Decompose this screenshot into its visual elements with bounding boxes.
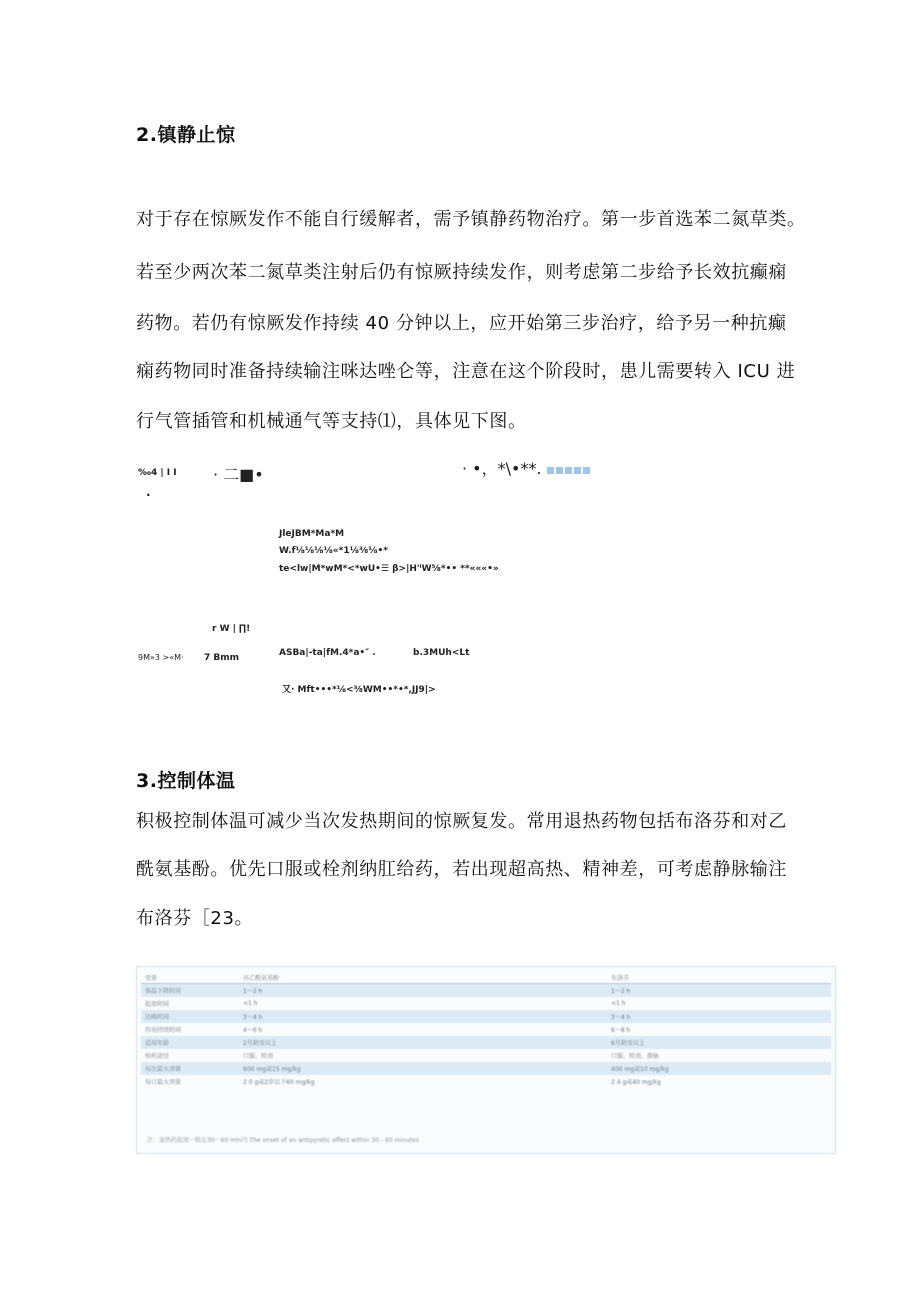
table-header-cell: 布洛芬 — [607, 971, 831, 984]
table-row — [141, 997, 831, 1010]
table-cell: 2月龄及以上 — [239, 1036, 607, 1049]
table-cell: 1～2 h — [607, 984, 831, 998]
table-header-row — [141, 971, 831, 984]
table-row — [141, 984, 831, 998]
table-row — [141, 1049, 831, 1062]
figure-label-left: ‰4 | I I — [138, 468, 177, 478]
figure-label-right — [462, 456, 592, 479]
table-cell: 6～8 h — [611, 1027, 631, 1034]
table-row — [141, 1075, 831, 1088]
figure-block3: 又· Mft•••*⅛<⅜WM••*•*,JJ9|> — [282, 685, 436, 695]
figure-block1-line2: W.f⅛⅛⅛⅛«*1⅛⅜⅛•* — [279, 546, 388, 556]
table-cell: 给药途径 — [145, 1053, 170, 1060]
table-cell: 达峰时间 — [141, 1010, 239, 1023]
table-cell: 体温下降时间 — [141, 984, 239, 998]
table-cell: 起效时间 — [145, 1001, 170, 1008]
drug-table — [141, 971, 831, 1088]
figure-block1-line3: te<lw|M*wM*<*wU•☰ β>|H'ⁱW⅝*•• **«««•» — [279, 564, 499, 574]
table-cell: 2.4 g或40 mg/kg — [611, 1079, 661, 1086]
paragraph-line: 对于存在惊厥发作不能自行缓解者，需予镇静药物治疗。第一步首选苯二氮草类。 — [136, 209, 806, 230]
table-cell: 口服、栓剂 — [243, 1053, 274, 1060]
blue-squares-icon — [547, 459, 592, 478]
paragraph-line: 酰氨基酚。优先口服或栓剂纳肛给药，若出现超高热、精神差，可考虑静脉输注 — [136, 859, 787, 880]
table-cell: 3～4 h — [607, 1010, 831, 1023]
figure-label-mid: · 二■• — [213, 465, 264, 484]
table-cell: 600 mg或15 mg/kg — [239, 1062, 607, 1075]
figure-dot: · — [146, 488, 151, 502]
paragraph-line: 布洛芬［23。 — [136, 908, 254, 929]
figure-left-dose: 7 Bmm — [204, 653, 240, 663]
table-row — [141, 1062, 831, 1075]
table-cell: 每日最大剂量 — [145, 1079, 182, 1086]
table-header-cell: 变量 — [141, 971, 239, 984]
figure-left-time: 9M»3 >«M· — [138, 653, 184, 662]
figure-label-right-text: · •，*\•**. — [462, 459, 542, 478]
table-row — [141, 1023, 831, 1036]
paragraph-line: 药物。若仍有惊厥发作持续 40 分钟以上，应开始第三步治疗，给予另一种抗癫 — [136, 313, 787, 334]
paragraph-line: 行气管插管和机械通气等支持⑴，具体见下图。 — [136, 411, 527, 432]
figure-step-label: r W | ∏! — [212, 624, 251, 634]
table-row — [141, 1010, 831, 1023]
table-header-cell: 对乙酰氨基酚 — [239, 971, 607, 984]
table-footnote: 注：退热药起效一般在30～60 min内 The onset of an antipyretic effect within 30 - 60 minutes — [147, 1137, 419, 1144]
figure-block2-a: ASBa|-ta|fM.4*a•″ . — [279, 648, 376, 658]
table-cell: 400 mg或10 mg/kg — [607, 1062, 831, 1075]
table-cell: 2.0 g或2岁以下60 mg/kg — [243, 1079, 315, 1086]
paragraph-line: 若至少两次苯二氮草类注射后仍有惊厥持续发作，则考虑第二步给予长效抗癫痫 — [136, 262, 787, 283]
figure-block1-line1: JleJBM*Ma*M — [279, 529, 345, 539]
paragraph-line: 积极控制体温可减少当次发热期间的惊厥复发。常用退热药物包括布洛芬和对乙 — [136, 811, 787, 832]
table-cell: <1 h — [243, 1000, 258, 1007]
figure-block2-b: b.3MUh<Lt — [413, 648, 470, 658]
table-cell: 作用持续时间 — [145, 1027, 182, 1034]
table-cell: <1 h — [611, 1000, 626, 1007]
table-cell: 3～4 h — [239, 1010, 607, 1023]
section-2-heading: 2.镇静止惊 — [136, 124, 236, 146]
table-cell: 口服、栓剂、静脉 — [611, 1053, 660, 1060]
paragraph-line: 痫药物同时准备持续输注咪达唑仑等，注意在这个阶段时，患儿需要转入 ICU 进 — [136, 361, 796, 382]
table-cell: 1～2 h — [239, 984, 607, 998]
table-cell: 适用年龄 — [141, 1036, 239, 1049]
table-cell: 每次最大剂量 — [141, 1062, 239, 1075]
table-cell: 4～6 h — [243, 1027, 263, 1034]
section-3-heading: 3.控制体温 — [136, 770, 236, 792]
table-cell: 6月龄及以上 — [607, 1036, 831, 1049]
table-row — [141, 1036, 831, 1049]
drug-comparison-table — [136, 966, 836, 1154]
